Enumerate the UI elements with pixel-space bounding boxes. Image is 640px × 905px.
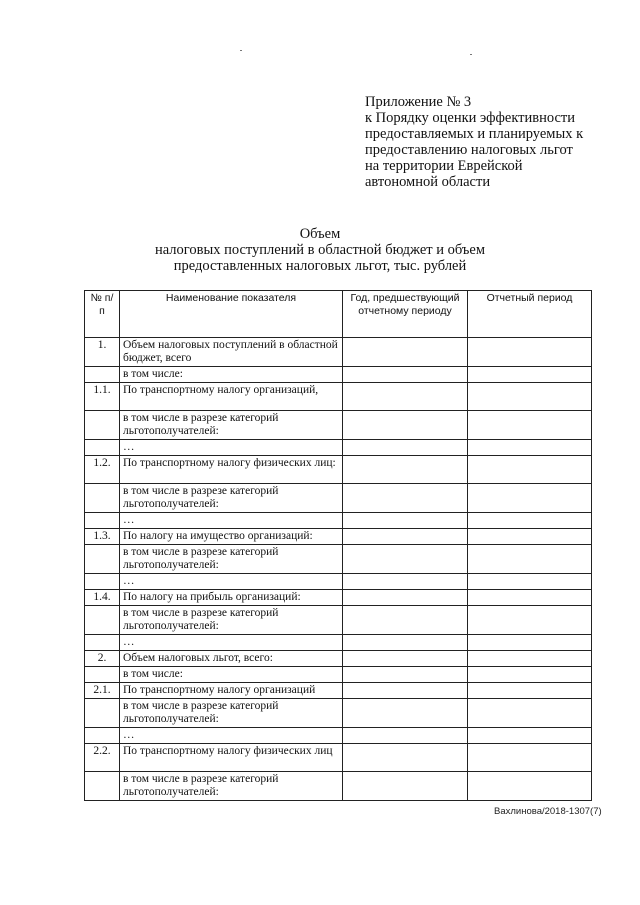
row-prev-year-value xyxy=(343,606,468,635)
table-row xyxy=(85,683,592,699)
row-prev-year-value xyxy=(343,574,468,590)
row-name: … xyxy=(120,513,343,529)
row-num: 1. xyxy=(85,338,120,367)
table-row xyxy=(85,728,592,744)
appendix-block xyxy=(365,94,605,190)
table-row xyxy=(85,456,592,484)
table-row xyxy=(85,529,592,545)
row-prev-year-value xyxy=(343,383,468,411)
table-row xyxy=(85,699,592,728)
row-num xyxy=(85,545,120,574)
table-row xyxy=(85,744,592,772)
row-prev-year-value xyxy=(343,456,468,484)
row-report-period-value xyxy=(468,513,592,529)
table-row xyxy=(85,411,592,440)
footer-reference: Вахлинова/2018-1307(7) xyxy=(494,806,602,817)
row-num: 2.2. xyxy=(85,744,120,772)
appendix-line: предоставляемых и планируемых к xyxy=(365,126,584,142)
title-line: Объем xyxy=(299,226,341,242)
row-num: 1.3. xyxy=(85,529,120,545)
row-prev-year-value xyxy=(343,440,468,456)
row-num: 2.1. xyxy=(85,683,120,699)
title-line: налоговых поступлений в областной бюджет и объем xyxy=(154,242,486,258)
row-name: По налогу на имущество организаций: xyxy=(120,529,343,545)
table-row xyxy=(85,484,592,513)
row-prev-year-value xyxy=(343,772,468,801)
row-num xyxy=(85,667,120,683)
row-name: По транспортному налогу организаций, xyxy=(120,383,343,411)
row-name: По транспортному налогу организаций xyxy=(120,683,343,699)
row-name: в том числе: xyxy=(120,667,343,683)
table-row xyxy=(85,545,592,574)
row-report-period-value xyxy=(468,699,592,728)
row-name: … xyxy=(120,728,343,744)
table-row xyxy=(85,440,592,456)
header-report-period: Отчетный период xyxy=(468,291,592,338)
row-name: По транспортному налогу физических лиц: xyxy=(120,456,343,484)
table-row xyxy=(85,651,592,667)
scan-speck xyxy=(470,54,472,55)
table-row xyxy=(85,667,592,683)
row-prev-year-value xyxy=(343,651,468,667)
row-report-period-value xyxy=(468,338,592,367)
row-name: в том числе в разрезе категорий льготополучателей: xyxy=(120,699,343,728)
row-name: Объем налоговых поступлений в областной бюджет, всего xyxy=(120,338,343,367)
row-prev-year-value xyxy=(343,683,468,699)
row-report-period-value xyxy=(468,411,592,440)
row-prev-year-value xyxy=(343,590,468,606)
row-report-period-value xyxy=(468,772,592,801)
row-report-period-value xyxy=(468,606,592,635)
row-name: в том числе в разрезе категорий льготополучателей: xyxy=(120,772,343,801)
header-name: Наименование показателя xyxy=(120,291,343,338)
row-report-period-value xyxy=(468,728,592,744)
row-report-period-value xyxy=(468,590,592,606)
table-row xyxy=(85,367,592,383)
row-report-period-value xyxy=(468,545,592,574)
row-report-period-value xyxy=(468,484,592,513)
table-row xyxy=(85,590,592,606)
row-prev-year-value xyxy=(343,545,468,574)
header-prev-year: Год, предшествующий отчетному периоду xyxy=(343,291,468,338)
row-num xyxy=(85,772,120,801)
document-title xyxy=(0,226,640,274)
row-report-period-value xyxy=(468,667,592,683)
table-row xyxy=(85,513,592,529)
row-name: … xyxy=(120,635,343,651)
row-prev-year-value xyxy=(343,484,468,513)
row-prev-year-value xyxy=(343,411,468,440)
row-prev-year-value xyxy=(343,699,468,728)
row-num: 1.1. xyxy=(85,383,120,411)
row-num xyxy=(85,728,120,744)
row-num xyxy=(85,440,120,456)
row-num: 1.2. xyxy=(85,456,120,484)
row-report-period-value xyxy=(468,635,592,651)
table-row xyxy=(85,635,592,651)
row-prev-year-value xyxy=(343,635,468,651)
row-report-period-value xyxy=(468,574,592,590)
row-report-period-value xyxy=(468,367,592,383)
table-row xyxy=(85,338,592,367)
row-num xyxy=(85,484,120,513)
row-name: Объем налоговых льгот, всего: xyxy=(120,651,343,667)
row-num xyxy=(85,635,120,651)
header-num: № п/п xyxy=(85,291,120,338)
row-num: 1.4. xyxy=(85,590,120,606)
row-report-period-value xyxy=(468,683,592,699)
row-prev-year-value xyxy=(343,367,468,383)
appendix-line: автономной области xyxy=(365,174,491,190)
appendix-line: к Порядку оценки эффективности xyxy=(365,110,576,126)
row-name: в том числе: xyxy=(120,367,343,383)
table-row xyxy=(85,772,592,801)
row-report-period-value xyxy=(468,744,592,772)
table-row xyxy=(85,383,592,411)
table-body xyxy=(85,338,592,801)
row-report-period-value xyxy=(468,456,592,484)
row-prev-year-value xyxy=(343,667,468,683)
table-header-row xyxy=(85,291,592,338)
row-report-period-value xyxy=(468,651,592,667)
row-prev-year-value xyxy=(343,744,468,772)
row-num xyxy=(85,411,120,440)
row-prev-year-value xyxy=(343,338,468,367)
row-name: По транспортному налогу физических лиц xyxy=(120,744,343,772)
row-num: 2. xyxy=(85,651,120,667)
appendix-line: Приложение № 3 xyxy=(365,94,472,110)
row-name: в том числе в разрезе категорий льготополучателей: xyxy=(120,411,343,440)
table-row xyxy=(85,606,592,635)
row-name: в том числе в разрезе категорий льготополучателей: xyxy=(120,484,343,513)
row-report-period-value xyxy=(468,529,592,545)
row-num xyxy=(85,367,120,383)
row-name: … xyxy=(120,440,343,456)
appendix-line: предоставлению налоговых льгот xyxy=(365,142,573,158)
row-name: в том числе в разрезе категорий льготополучателей: xyxy=(120,606,343,635)
scan-speck xyxy=(240,50,242,51)
row-num xyxy=(85,513,120,529)
title-line: предоставленных налоговых льгот, тыс. рублей xyxy=(173,258,467,274)
row-prev-year-value xyxy=(343,529,468,545)
row-name: По налогу на прибыль организаций: xyxy=(120,590,343,606)
row-prev-year-value xyxy=(343,728,468,744)
row-name: … xyxy=(120,574,343,590)
row-report-period-value xyxy=(468,383,592,411)
row-report-period-value xyxy=(468,440,592,456)
row-num xyxy=(85,606,120,635)
appendix-line: на территории Еврейской xyxy=(365,158,523,174)
row-num xyxy=(85,699,120,728)
row-prev-year-value xyxy=(343,513,468,529)
row-num xyxy=(85,574,120,590)
table-row xyxy=(85,574,592,590)
row-name: в том числе в разрезе категорий льготополучателей: xyxy=(120,545,343,574)
indicators-table xyxy=(84,290,592,801)
